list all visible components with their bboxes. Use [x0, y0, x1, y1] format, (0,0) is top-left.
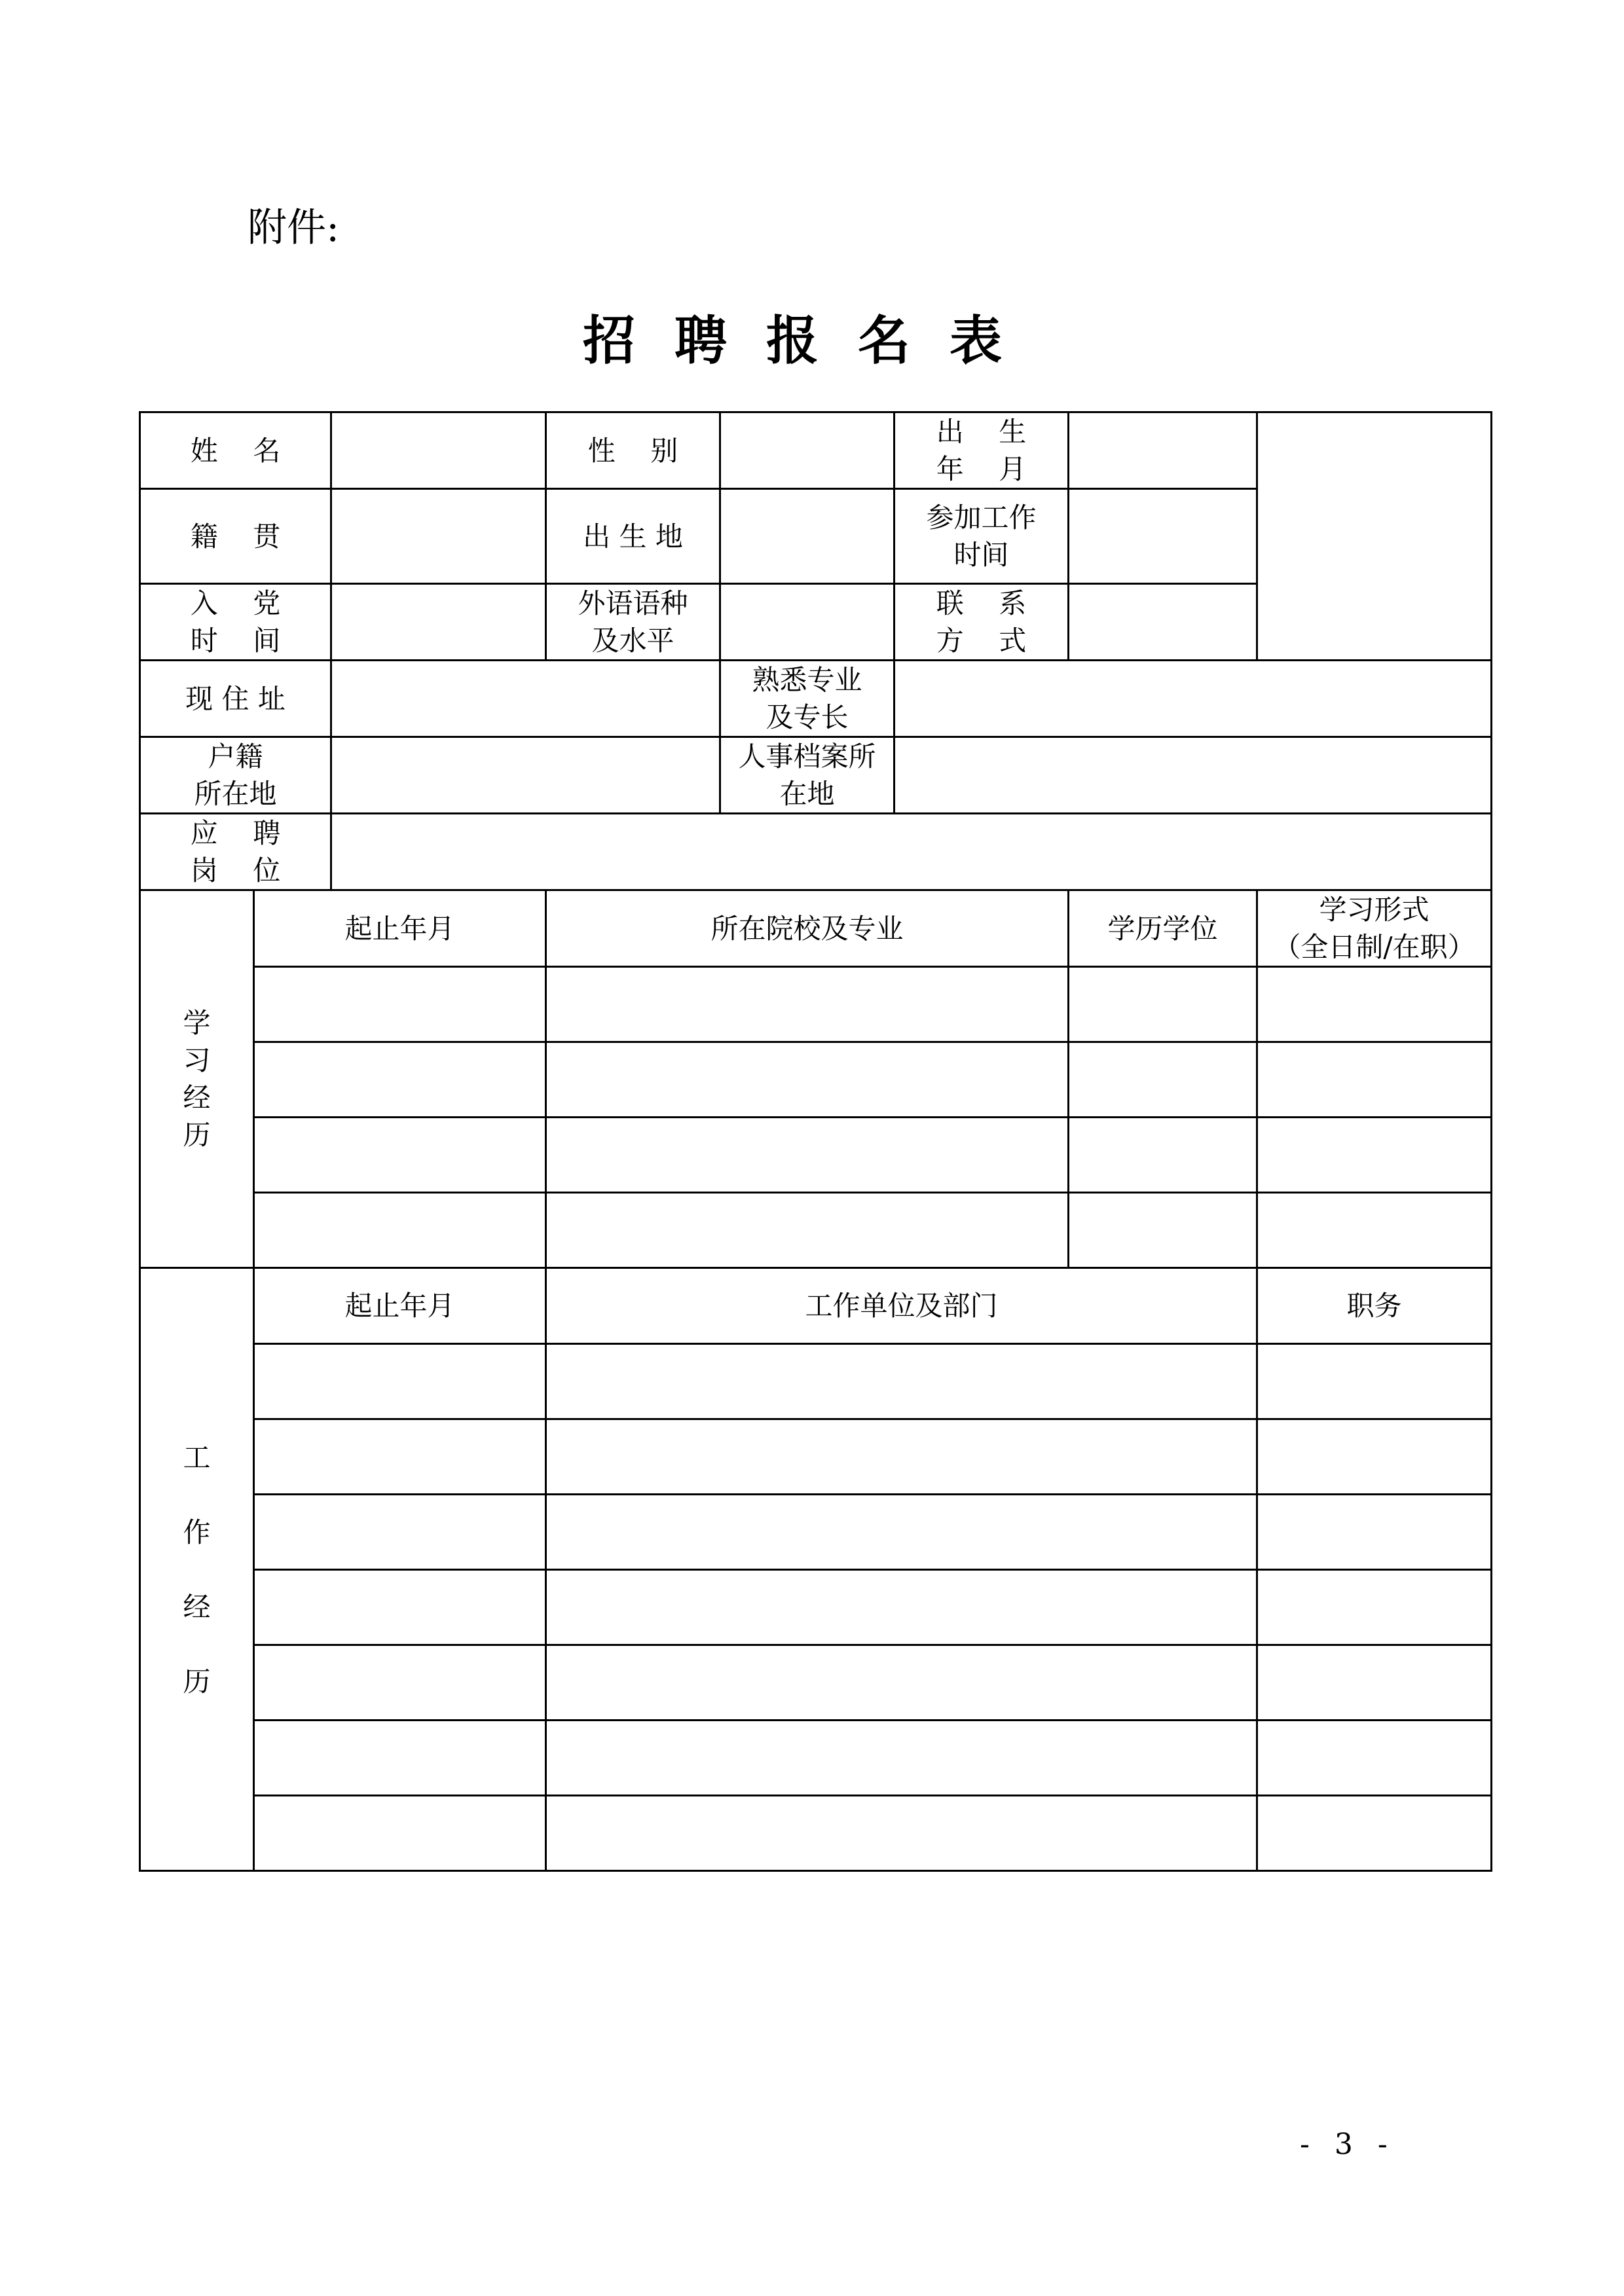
study-period-cell[interactable] — [254, 1193, 546, 1268]
study-school-cell[interactable] — [546, 1042, 1069, 1118]
work-employer-cell[interactable] — [546, 1645, 1257, 1721]
work-employer-cell[interactable] — [546, 1419, 1257, 1495]
form-title: 招聘报名表 — [583, 310, 1041, 371]
study-form-cell[interactable] — [1257, 1042, 1492, 1118]
work-start-field[interactable] — [1069, 489, 1257, 584]
birthplace-label: 出 生 地 — [546, 489, 720, 584]
work-row — [140, 1570, 1492, 1645]
work-title-cell[interactable] — [1257, 1419, 1492, 1495]
study-school-major-header: 所在院校及专业 — [546, 890, 1069, 967]
study-form-cell[interactable] — [1257, 1193, 1492, 1268]
study-form-header: 学习形式 （全日制/在职） — [1257, 890, 1492, 967]
study-school-cell[interactable] — [546, 967, 1069, 1042]
registration-form-table — [139, 411, 1492, 1872]
contact-field[interactable] — [1069, 584, 1257, 661]
work-row — [140, 1796, 1492, 1871]
work-period-cell[interactable] — [254, 1645, 546, 1721]
study-degree-cell[interactable] — [1069, 1042, 1257, 1118]
study-degree-cell[interactable] — [1069, 1193, 1257, 1268]
study-school-cell[interactable] — [546, 1193, 1069, 1268]
work-row — [140, 1344, 1492, 1419]
birthplace-field[interactable] — [720, 489, 895, 584]
hukou-label: 户籍 所在地 — [140, 737, 331, 814]
work-start-label: 参加工作 时间 — [895, 489, 1069, 584]
work-employer-cell[interactable] — [546, 1570, 1257, 1645]
work-row — [140, 1645, 1492, 1721]
study-history-section-label: 学 习 经 历 — [140, 890, 254, 1268]
study-form-cell[interactable] — [1257, 967, 1492, 1042]
work-employer-cell[interactable] — [546, 1796, 1257, 1871]
work-row — [140, 1721, 1492, 1796]
study-period-cell[interactable] — [254, 1042, 546, 1118]
work-period-cell[interactable] — [254, 1495, 546, 1570]
study-degree-cell[interactable] — [1069, 1118, 1257, 1193]
study-degree-cell[interactable] — [1069, 967, 1257, 1042]
party-join-field[interactable] — [331, 584, 546, 661]
work-employer-header: 工作单位及部门 — [546, 1268, 1257, 1344]
work-employer-cell[interactable] — [546, 1344, 1257, 1419]
gender-field[interactable] — [720, 412, 895, 489]
study-row — [140, 967, 1492, 1042]
work-title-cell[interactable] — [1257, 1495, 1492, 1570]
study-period-header: 起止年月 — [254, 890, 546, 967]
language-field[interactable] — [720, 584, 895, 661]
expertise-label: 熟悉专业 及专长 — [720, 661, 895, 737]
party-join-label: 入 党 时 间 — [140, 584, 331, 661]
attachment-label: 附件: — [248, 205, 340, 251]
native-place-label: 籍 贯 — [140, 489, 331, 584]
work-employer-cell[interactable] — [546, 1495, 1257, 1570]
study-period-cell[interactable] — [254, 967, 546, 1042]
work-employer-cell[interactable] — [546, 1721, 1257, 1796]
work-title-cell[interactable] — [1257, 1344, 1492, 1419]
birth-date-label: 出 生 年 月 — [895, 412, 1069, 489]
work-title-cell[interactable] — [1257, 1570, 1492, 1645]
work-period-cell[interactable] — [254, 1796, 546, 1871]
work-period-cell[interactable] — [254, 1344, 546, 1419]
photo-box[interactable] — [1257, 412, 1492, 661]
name-label: 姓 名 — [140, 412, 331, 489]
work-title-cell[interactable] — [1257, 1645, 1492, 1721]
study-row — [140, 1042, 1492, 1118]
study-degree-header: 学历学位 — [1069, 890, 1257, 967]
work-title-header: 职务 — [1257, 1268, 1492, 1344]
address-field[interactable] — [331, 661, 720, 737]
work-period-cell[interactable] — [254, 1419, 546, 1495]
gender-label: 性 别 — [546, 412, 720, 489]
address-label: 现 住 址 — [140, 661, 331, 737]
name-field[interactable] — [331, 412, 546, 489]
work-title-cell[interactable] — [1257, 1796, 1492, 1871]
work-row — [140, 1419, 1492, 1495]
study-school-cell[interactable] — [546, 1118, 1069, 1193]
hukou-field[interactable] — [331, 737, 720, 814]
study-row — [140, 1193, 1492, 1268]
page-number: - 3 - — [1300, 2128, 1395, 2161]
applied-position-label: 应 聘 岗 位 — [140, 814, 331, 890]
native-place-field[interactable] — [331, 489, 546, 584]
study-form-cell[interactable] — [1257, 1118, 1492, 1193]
work-history-section-label: 工 作 经 历 — [140, 1268, 254, 1871]
language-label: 外语语种 及水平 — [546, 584, 720, 661]
work-row — [140, 1495, 1492, 1570]
work-period-cell[interactable] — [254, 1721, 546, 1796]
expertise-field[interactable] — [895, 661, 1492, 737]
birth-date-field[interactable] — [1069, 412, 1257, 489]
contact-label: 联 系 方 式 — [895, 584, 1069, 661]
archive-label: 人事档案所 在地 — [720, 737, 895, 814]
applied-position-field[interactable] — [331, 814, 1492, 890]
work-period-header: 起止年月 — [254, 1268, 546, 1344]
work-period-cell[interactable] — [254, 1570, 546, 1645]
study-row — [140, 1118, 1492, 1193]
study-period-cell[interactable] — [254, 1118, 546, 1193]
archive-field[interactable] — [895, 737, 1492, 814]
work-title-cell[interactable] — [1257, 1721, 1492, 1796]
